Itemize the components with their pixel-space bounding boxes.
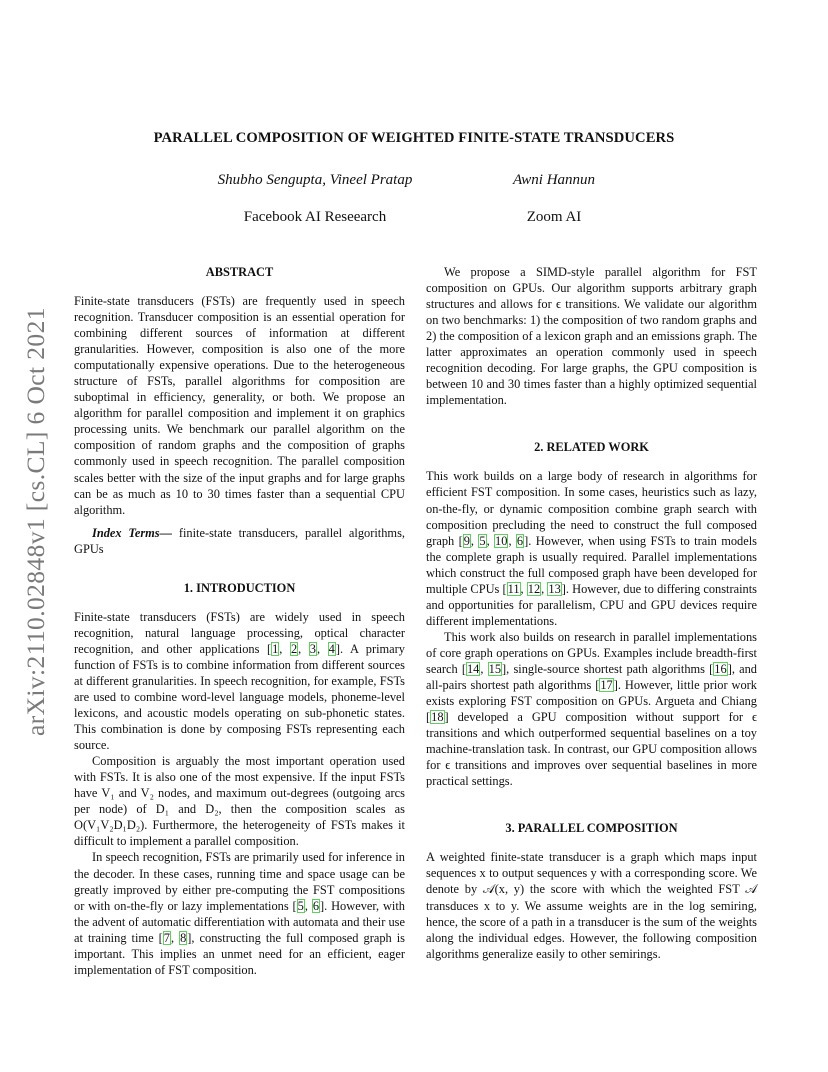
related-p1-text-c: ]. However, due to differing constraints and opportunities for parallelism, CPU and GPU devices require different implementations. [426, 581, 758, 628]
citation-group [713, 662, 727, 676]
citation-group: 11, 12, 13 [507, 581, 561, 596]
index-terms [74, 525, 405, 557]
intro-p3-text-a: In speech recognition, FSTs are primarily used for inference in the decoder. In these cases, running time and space usage can be greatly improved by either pre-computing the FST compositions or with on-the-fly or lazy implementations [ [74, 850, 405, 913]
paper-title: PARALLEL COMPOSITION OF WEIGHTED FINITE-STATE TRANSDUCERS [153, 130, 675, 146]
related-heading: 2. RELATED WORK [534, 440, 649, 455]
parallel-heading: 3. PARALLEL COMPOSITION [505, 821, 678, 836]
index-terms-label: Index Terms— [92, 525, 173, 540]
citation-link[interactable]: 6 [516, 533, 524, 548]
citation-link[interactable]: 4 [328, 641, 335, 656]
related-p1-text-a: This work builds on a large body of research in algorithms for efficient FST composition. In some cases, heuristics such as lazy, on-the-fly, or dynamic composition combine graph search with composition precluding the need to construct the full composed graph [ [426, 469, 757, 548]
author-names-left: Shubho Sengupta, Vineel Pratap [217, 172, 413, 188]
right-intro-paragraph: We propose a SIMD-style parallel algorithm for FST composition on GPUs. Our algorithm supports arbitrary graph structures and allows for ϵ transitions. We validate our algorithm on two benchmarks: 1) the composition of two random graphs and 2) the composition of a lexicon graph and an emissions graph. The latter approximates an operation commonly used in speech recognition decoding. For large graphs, the GPU composition is between 10 and 30 times faster than a highly optimized sequential implementation. [426, 265, 757, 408]
intro-p1-text-a: Finite-state transducers (FSTs) are widely used in speech recognition, natural language processing, optical character recognition, and other applications [ [74, 609, 405, 656]
citation-link[interactable]: 9 [463, 533, 470, 548]
intro-paragraph-2: Composition is arguably the most important operation used with FSTs. It is also one of the most expensive. If the input FSTs have V₁ and V₂ nodes, and maximum out-degrees (outgoing arcs per node) of D₁ and D₂, then the composition scales as O(V₁V₂D₁D₂). Furthermore, the heterogeneity of FSTs makes it difficult to implement a parallel composition. [74, 754, 405, 849]
affiliation-right: Zoom AI [526, 209, 582, 225]
citation-link[interactable]: 13 [548, 581, 561, 596]
citation-group: 7, 8 [163, 930, 187, 945]
author-names-right: Awni Hannun [512, 172, 596, 188]
citation-group: 5, 6 [297, 898, 320, 913]
intro-p3-text-c: ], constructing the full composed graph is important. This implies an unmet need for an efficient, eager implementation of FST composition. [74, 930, 405, 977]
citation-link[interactable]: 16 [714, 661, 727, 676]
left-column [74, 264, 405, 978]
citation-group: 1, 2, 3, 4 [272, 641, 335, 656]
related-p1-text-b: ]. However, when using FSTs to train models the complete graph is usually required. Parallel implementations which construct the full composed graph have been developed for multiple CPUs [ [426, 533, 758, 596]
citation-link[interactable]: 14 [466, 661, 480, 676]
intro-heading: 1. INTRODUCTION [183, 580, 296, 595]
citation-link[interactable]: 2 [290, 641, 298, 656]
related-paragraph-1 [426, 468, 757, 628]
intro-p1-text-b: ]. A primary function of FSTs is to combine information from different sources at different granularities. In speech recognition, for example, FSTs are used to combine word-level language models, phoneme-level lexicons, and acoustic models operating on sub-phonetic states. This combination is done by composing FSTs representing each source. [74, 641, 405, 753]
citation-link[interactable]: 11 [507, 581, 520, 596]
intro-p3-text-b: ]. However, with the advent of automatic differentiation with automata and their use at training time [ [74, 898, 405, 945]
related-p2-text-d: ]. However, little prior work exists exploring FST composition on GPUs. Argueta and Chiang [ [426, 678, 757, 725]
affiliation-left: Facebook AI Reseearch [243, 209, 387, 225]
abstract-heading: ABSTRACT [205, 265, 274, 279]
citation-link[interactable]: 8 [180, 930, 187, 945]
index-terms-text: finite-state transducers, parallel algorithms, GPUs [74, 525, 405, 556]
citation-link[interactable]: 12 [527, 581, 541, 596]
citation-link[interactable]: 5 [479, 533, 486, 548]
citation-link[interactable]: 10 [495, 533, 508, 548]
citation-link[interactable]: 1 [272, 641, 279, 656]
parallel-paragraph-1: A weighted finite-state transducer is a graph which maps input sequences x to output sequences y with a corresponding score. We denote by 𝒜(x, y) the score with which the weighted FST 𝒜 transduces x to y. We assume weights are in the log semiring, hence, the score of a path in a transducer is the sum of the weights along the individual edges. However, the following composition algorithms generalize easily to other semirings. [426, 850, 757, 961]
citation-link[interactable]: 3 [309, 641, 316, 656]
abstract-body: Finite-state transducers (FSTs) are frequently used in speech recognition. Transducer composition is an essential operation for combining different sources of information at different granularities. However, composition is also one of the more computationally expensive operations. Due to the heterogeneous structure of FSTs, parallel algorithms for composition are suboptimal in efficiency, generality, or both. We propose an algorithm for parallel composition and implement it on graphics processing units. We benchmark our parallel algorithm on the composition of random graphs and the composition of graphs commonly used in speech recognition. The parallel composition scales better with the size of the input graphs and for large graphs can be as much as 10 to 30 times faster than a sequential CPU algorithm. [74, 294, 405, 517]
citation-group: 9, 5, 10, 6 [463, 533, 524, 548]
citation-link[interactable]: 18 [431, 710, 444, 725]
related-p2-text-c: ], and all-pairs shortest path algorithms [ [426, 661, 757, 693]
intro-paragraph-3 [74, 849, 405, 977]
arxiv-stamp-svg [14, 296, 54, 736]
intro-paragraph-1 [74, 609, 405, 753]
citation-link[interactable]: 5 [297, 898, 304, 913]
citation-link[interactable]: 15 [488, 661, 502, 676]
related-p2-text-e: ] developed a GPU composition without support for ϵ transitions and which outperformed sequential baselines on a toy machine-translation task. In contrast, our GPU composition allows for ϵ transitions and improves over sequential baselines in more practical settings. [426, 710, 757, 789]
citation-link[interactable]: 17 [600, 678, 613, 693]
related-p2-text-a: This work also builds on research in parallel implementations of core graph operations on GPUs. Examples include breadth-first search [ [426, 629, 757, 676]
right-column [426, 264, 757, 962]
arxiv-stamp-text: arXiv:2110.02848v1 [cs.CL] 6 Oct 2021 [21, 307, 50, 736]
arxiv-stamp [14, 296, 54, 736]
related-p2-text-b: ], single-source shortest path algorithms [ [502, 661, 714, 676]
citation-group [599, 678, 613, 692]
related-paragraph-2 [426, 629, 757, 789]
citation-group [430, 710, 444, 724]
citation-link[interactable]: 6 [312, 898, 320, 913]
citation-link[interactable]: 7 [163, 930, 170, 945]
citation-group: 14, 15 [466, 661, 502, 676]
